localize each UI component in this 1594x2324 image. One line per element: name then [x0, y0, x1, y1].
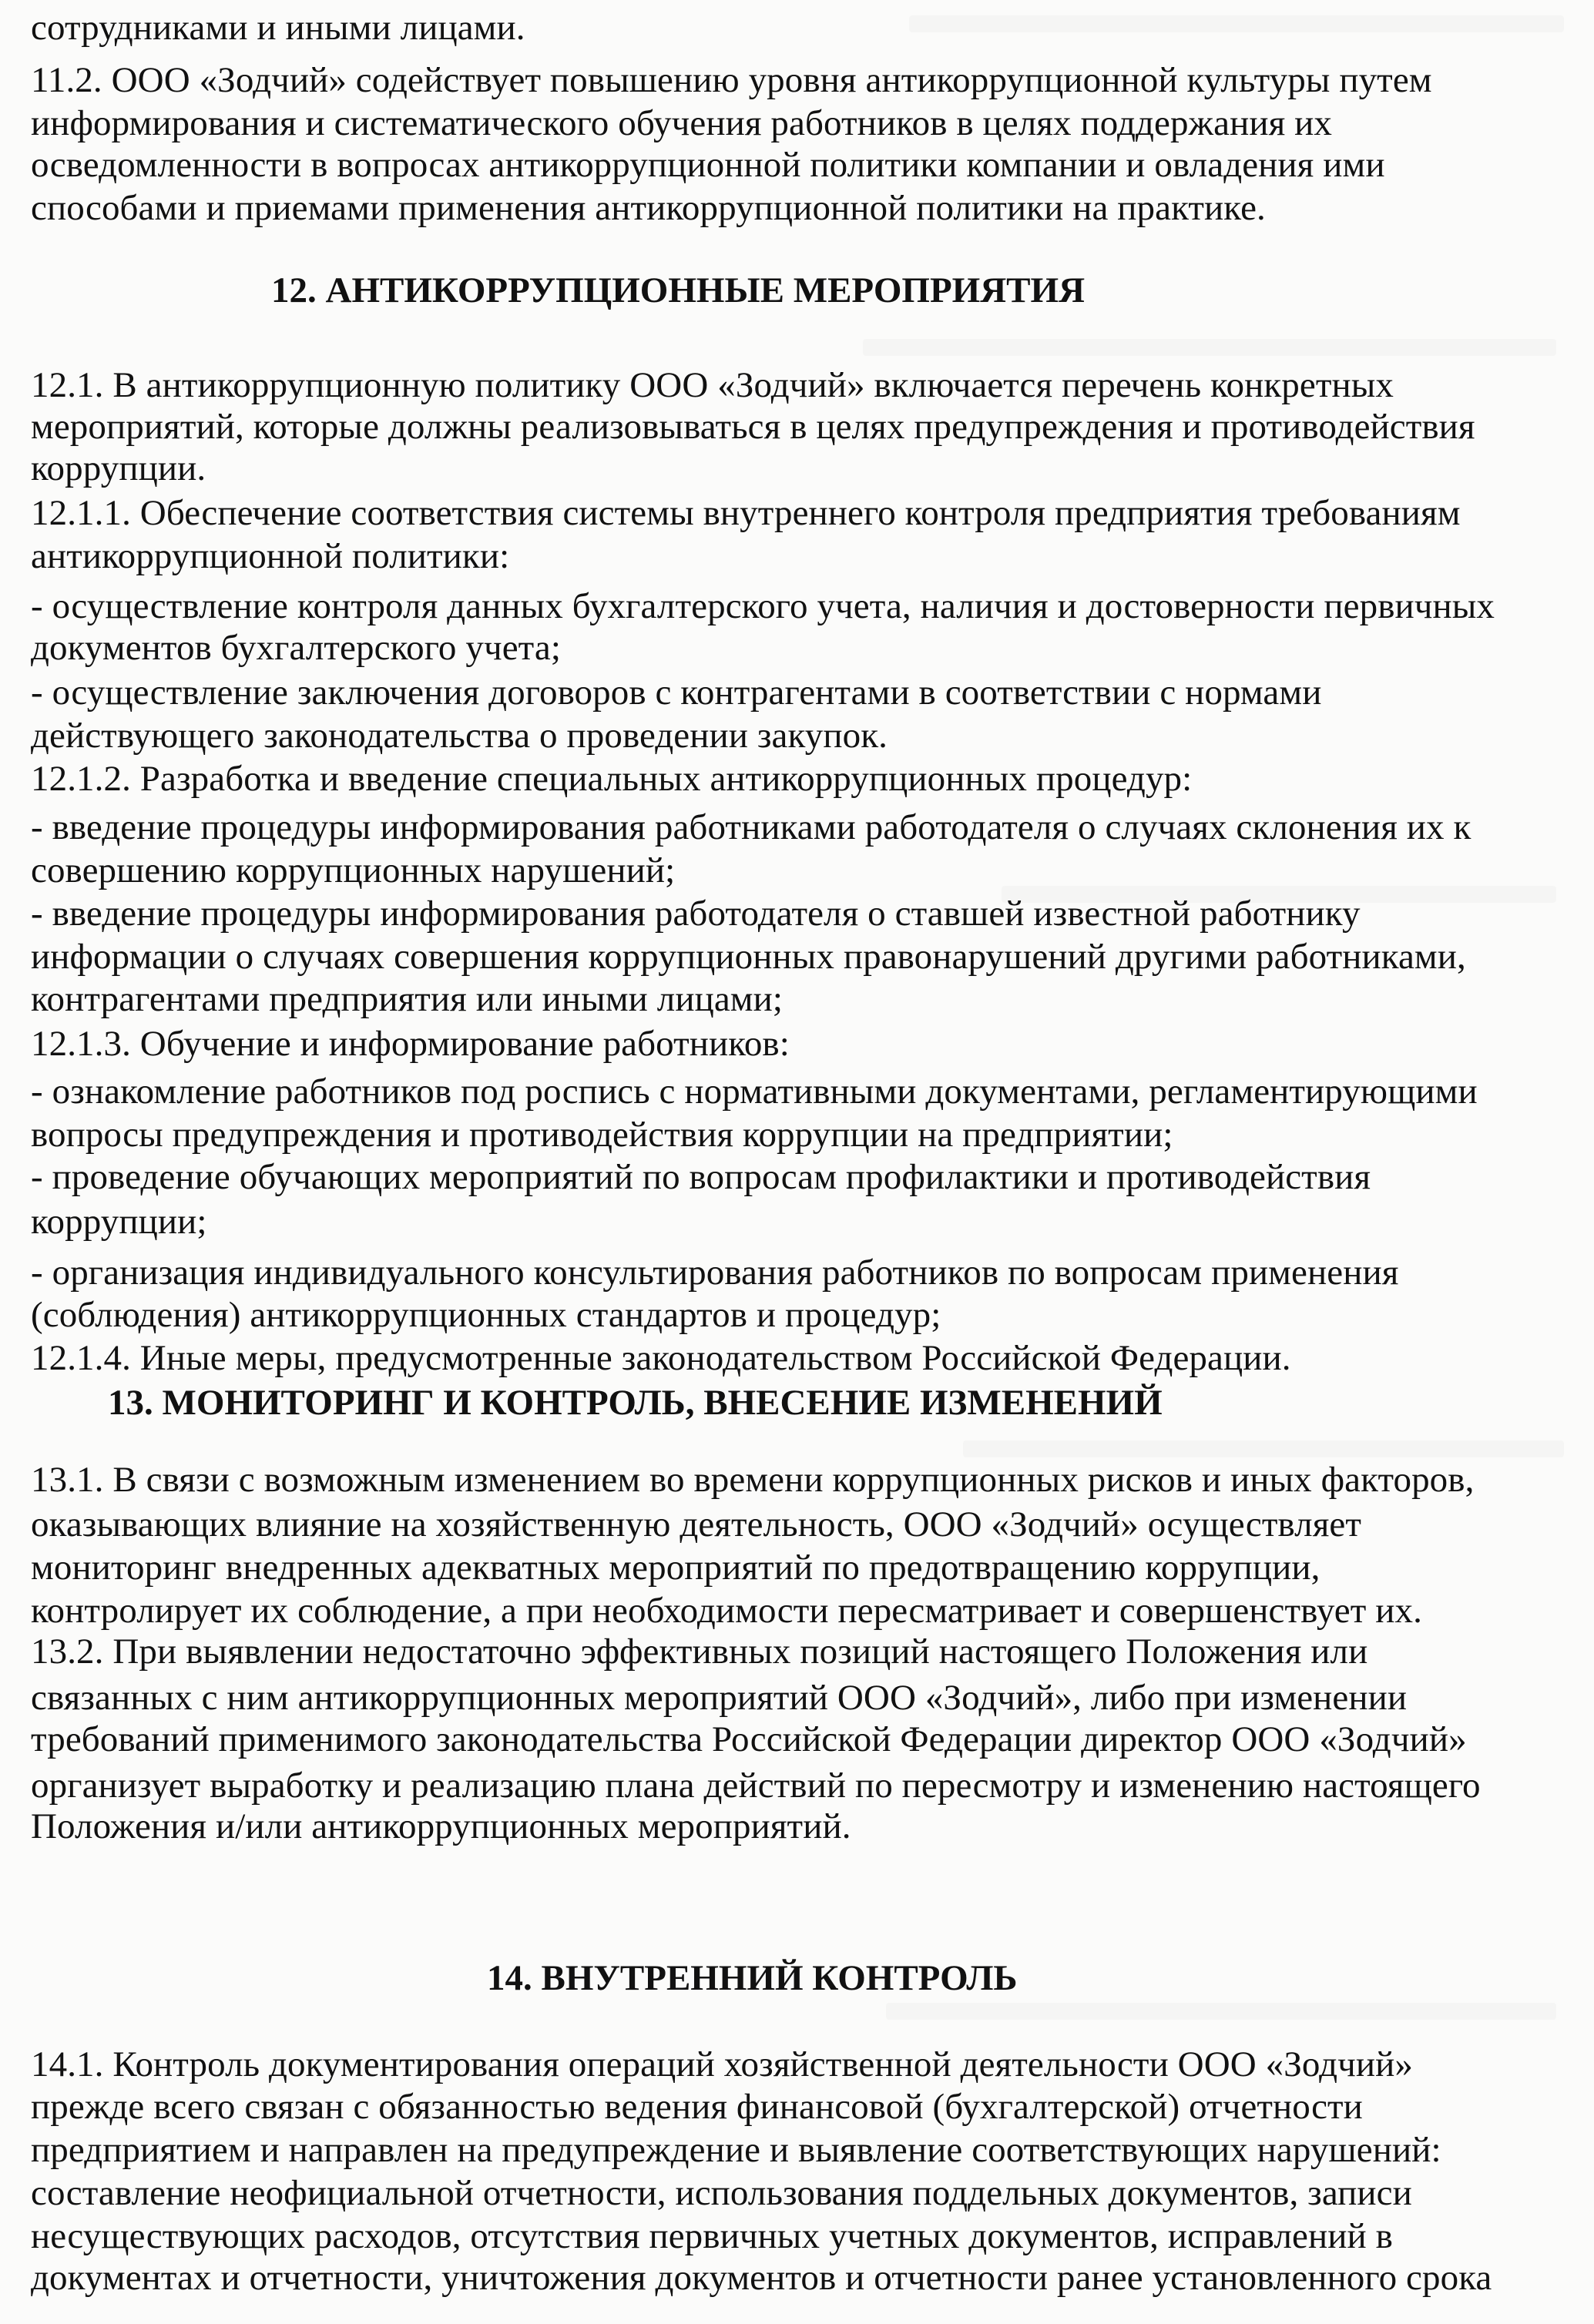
bleed-through-mark — [886, 2003, 1556, 2020]
bleed-through-mark — [863, 339, 1556, 356]
paragraph-line: 13.1. В связи с возможным изменением во времени коррупционных рисков и иных факторов, — [31, 1460, 1475, 1500]
paragraph-line: совершению коррупционных нарушений; — [31, 850, 676, 890]
paragraph-line: 14.1. Контроль документирования операций хозяйственной деятельности ООО «Зодчий» — [31, 2044, 1413, 2084]
paragraph-line: 12.1.2. Разработка и введение специальных антикоррупционных процедур: — [31, 759, 1193, 799]
paragraph-line: 12.1.3. Обучение и информирование работников: — [31, 1024, 790, 1064]
paragraph-line: способами и приемами применения антикоррупционной политики на практике. — [31, 188, 1266, 228]
paragraph-line: вопросы предупреждения и противодействия коррупции на предприятии; — [31, 1115, 1173, 1155]
paragraph-line: - организация индивидуального консультирования работников по вопросам применения — [31, 1253, 1399, 1293]
paragraph-line: информации о случаях совершения коррупционных правонарушений другими работниками, — [31, 937, 1466, 977]
paragraph-line: антикоррупционной политики: — [31, 536, 510, 576]
paragraph-line: предприятием и направлен на предупреждение и выявление соответствующих нарушений: — [31, 2130, 1441, 2170]
paragraph-line: 12.1.1. Обеспечение соответствия системы внутреннего контроля предприятия требованиям — [31, 493, 1461, 533]
paragraph-line: - осуществление заключения договоров с контрагентами в соответствии с нормами — [31, 672, 1322, 713]
section-heading: 14. ВНУТРЕННИЙ КОНТРОЛЬ — [487, 1958, 1018, 1998]
section-heading: 13. МОНИТОРИНГ И КОНТРОЛЬ, ВНЕСЕНИЕ ИЗМЕНЕНИЙ — [108, 1383, 1163, 1423]
paragraph-line: 12.1. В антикоррупционную политику ООО «Зодчий» включается перечень конкретных — [31, 365, 1394, 405]
paragraph-line: контролирует их соблюдение, а при необходимости пересматривает и совершенствует их. — [31, 1591, 1422, 1631]
paragraph-line: мониторинг внедренных адекватных мероприятий по предотвращению коррупции, — [31, 1548, 1321, 1588]
section-heading: 12. АНТИКОРРУПЦИОННЫЕ МЕРОПРИЯТИЯ — [271, 270, 1086, 310]
paragraph-line: 13.2. При выявлении недостаточно эффективных позиций настоящего Положения или — [31, 1631, 1368, 1672]
paragraph-line: - проведение обучающих мероприятий по вопросам профилактики и противодействия — [31, 1157, 1371, 1197]
paragraph-line: организует выработку и реализацию плана действий по пересмотру и изменению настоящего — [31, 1766, 1481, 1806]
paragraph-line: информирования и систематического обучения работников в целях поддержания их — [31, 103, 1333, 143]
paragraph-line: - введение процедуры информирования работодателя о ставшей известной работнику — [31, 894, 1361, 934]
paragraph-line: прежде всего связан с обязанностью ведения финансовой (бухгалтерской) отчетности — [31, 2087, 1363, 2127]
paragraph-line: коррупции; — [31, 1202, 207, 1242]
paragraph-line: оказывающих влияние на хозяйственную деятельность, ООО «Зодчий» осуществляет — [31, 1504, 1362, 1544]
paragraph-line: - ознакомление работников под роспись с нормативными документами, регламентирующими — [31, 1071, 1478, 1112]
paragraph-line: 11.2. ООО «Зодчий» содействует повышению уровня антикоррупционной культуры путем — [31, 60, 1432, 100]
paragraph-line: 12.1.4. Иные меры, предусмотренные законодательством Российской Федерации. — [31, 1338, 1291, 1378]
paragraph-line: - введение процедуры информирования работниками работодателя о случаях склонения их к — [31, 807, 1472, 847]
paragraph-line: сотрудниками и иными лицами. — [31, 8, 525, 48]
paragraph-line: контрагентами предприятия или иными лицами; — [31, 979, 784, 1019]
paragraph-line: - осуществление контроля данных бухгалтерского учета, наличия и достоверности первичных — [31, 586, 1495, 626]
paragraph-line: Положения и/или антикоррупционных мероприятий. — [31, 1806, 851, 1846]
bleed-through-mark — [909, 15, 1564, 32]
bleed-through-mark — [963, 1440, 1564, 1457]
paragraph-line: коррупции. — [31, 448, 206, 488]
paragraph-line: составление неофициальной отчетности, использования поддельных документов, записи — [31, 2173, 1412, 2213]
paragraph-line: (соблюдения) антикоррупционных стандартов и процедур; — [31, 1295, 941, 1335]
paragraph-line: осведомленности в вопросах антикоррупционной политики компании и овладения ими — [31, 145, 1385, 185]
paragraph-line: документах и отчетности, уничтожения документов и отчетности ранее установленного срока — [31, 2258, 1492, 2298]
paragraph-line: требований применимого законодательства Российской Федерации директор ООО «Зодчий» — [31, 1719, 1467, 1759]
paragraph-line: связанных с ним антикоррупционных мероприятий ООО «Зодчий», либо при изменении — [31, 1678, 1408, 1718]
paragraph-line: несуществующих расходов, отсутствия первичных учетных документов, исправлений в — [31, 2216, 1393, 2256]
paragraph-line: мероприятий, которые должны реализовываться в целях предупреждения и противодействия — [31, 407, 1475, 447]
paragraph-line: действующего законодательства о проведении закупок. — [31, 716, 888, 756]
paragraph-line: документов бухгалтерского учета; — [31, 628, 562, 668]
